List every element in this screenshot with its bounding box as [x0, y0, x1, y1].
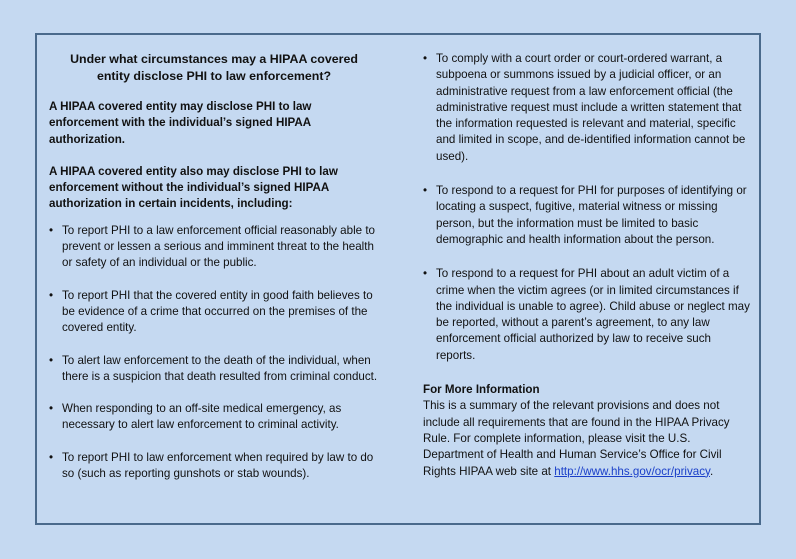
bullet-icon: • — [49, 450, 54, 464]
list-item: • To report PHI that the covered entity in good faith believes to be evidence of a crime that occurred on the premises of the covered entity. — [49, 288, 373, 335]
list-item: • To respond to a request for PHI for purposes of identifying or locating a suspect, fugitive, material witness or missing person, but the information must be limited to basic demographic and health information about the person. — [423, 184, 747, 246]
left-bullet-list — [49, 223, 379, 483]
bullet-icon: • — [423, 184, 428, 198]
list-item: • To comply with a court order or court-ordered warrant, a subpoena or summons issued by a judicial officer, or an administrative request from a law enforcement official (the administrative request must include a written statement that the information requested is relevant and material, specific and limited in scope, and de-identified information cannot be used). — [423, 52, 746, 163]
list-item: • To report PHI to law enforcement when required by law to do so (such as reporting gunshots or stab wounds). — [49, 450, 374, 481]
bullet-icon: • — [423, 267, 428, 281]
bullet-icon: • — [49, 353, 54, 367]
right-column — [423, 35, 753, 480]
bullet-icon: • — [49, 223, 54, 237]
bullet-icon: • — [49, 402, 54, 416]
list-item: • When responding to an off-site medical emergency, as necessary to alert law enforcement to criminal activity. — [49, 402, 342, 432]
bullet-icon: • — [423, 52, 428, 65]
hhs-privacy-link[interactable]: http://www.hhs.gov/ocr/privacy — [554, 464, 710, 478]
more-info-heading: For More Information — [423, 383, 540, 397]
page-title: Under what circumstances may a HIPAA covered entity disclose PHI to law enforcement? — [70, 52, 358, 83]
authorization-paragraph: A HIPAA covered entity may disclose PHI to law enforcement with the individual’s signed HIPAA authorization. — [49, 100, 312, 146]
list-item: • To report PHI to a law enforcement official reasonably able to prevent or lessen a serious and imminent threat to the health or safety of an individual or the public. — [49, 223, 375, 270]
more-info-text: This is a summary of the relevant provisions and does not include all requirements that are found in the HIPAA Privacy Rule. For complete information, please visit the U.S. Department of Health and Human Service’s Office for Civil Rights HIPAA web site at http://www.hhs.gov/ocr/privacy. — [423, 399, 730, 478]
info-panel — [35, 33, 761, 525]
without-authorization-paragraph: A HIPAA covered entity also may disclose PHI to law enforcement without the individual’s signed HIPAA authorization in certain incidents, including: — [49, 164, 338, 211]
left-column — [49, 35, 379, 482]
bullet-icon: • — [49, 288, 54, 302]
right-bullet-list — [423, 51, 753, 364]
list-item: • To alert law enforcement to the death of the individual, when there is a suspicion that death resulted from criminal conduct. — [49, 353, 378, 383]
list-item: • To respond to a request for PHI about an adult victim of a crime when the victim agrees (or in limited circumstances if the individual is unable to agree). Child abuse or neglect may be reported, without a parent’s agreement, to any law enforcement official authorized by law to receive such reports. — [423, 267, 750, 362]
